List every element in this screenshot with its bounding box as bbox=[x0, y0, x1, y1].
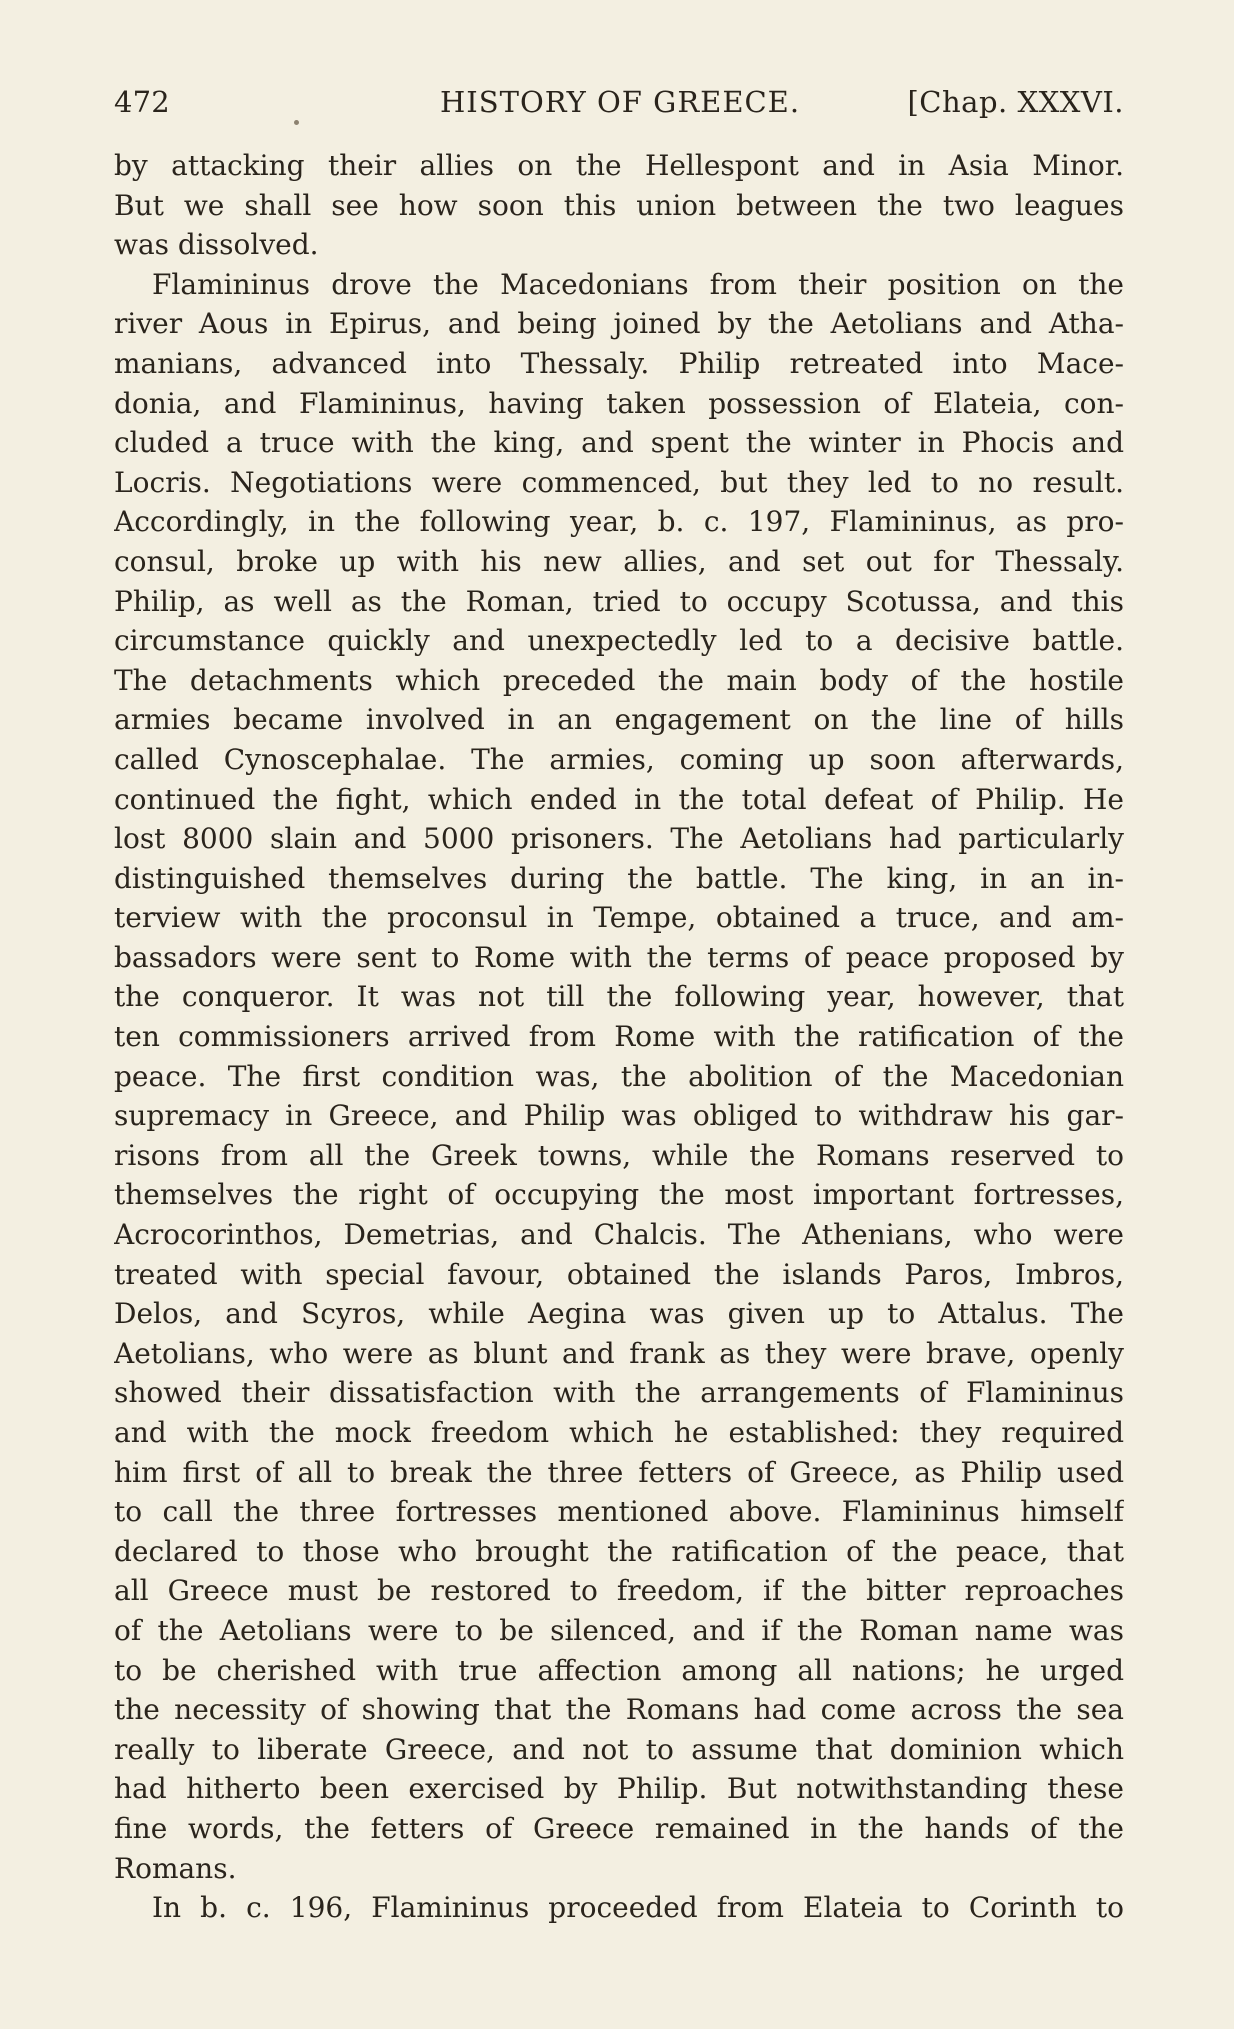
text-line: But we shall see how soon this union between the two leagues bbox=[114, 188, 1124, 222]
text-line: was dissolved. bbox=[114, 228, 319, 262]
text-line: all Greece must be restored to freedom, if the bitter reproaches bbox=[114, 1574, 1124, 1608]
text-line: terview with the proconsul in Tempe, obtained a truce, and am- bbox=[114, 901, 1124, 935]
text-line: The detachments which preceded the main body of the hostile bbox=[114, 663, 1124, 697]
text-line: Delos, and Scyros, while Aegina was given up to Attalus. The bbox=[114, 1297, 1124, 1331]
text-line: called Cynoscephalae. The armies, coming up soon afterwards, bbox=[114, 742, 1124, 776]
body-text bbox=[114, 146, 1124, 1928]
text-line: treated with special favour, obtained the islands Paros, Imbros, bbox=[114, 1257, 1124, 1291]
text-line: peace. The first condition was, the abolition of the Macedonian bbox=[114, 1059, 1124, 1093]
ink-speck bbox=[294, 120, 299, 125]
text-line: river Aous in Epirus, and being joined by the Aetolians and Atha- bbox=[114, 307, 1124, 341]
text-line: Locris. Negotiations were commenced, but they led to no result. bbox=[114, 465, 1124, 499]
text-line: risons from all the Greek towns, while the Romans reserved to bbox=[114, 1138, 1124, 1172]
text-line: the conqueror. It was not till the following year, however, that bbox=[114, 980, 1124, 1014]
text-line: showed their dissatisfaction with the arrangements of Flamininus bbox=[114, 1376, 1124, 1410]
text-line: continued the fight, which ended in the total defeat of Philip. He bbox=[114, 782, 1124, 816]
text-line: donia, and Flamininus, having taken possession of Elateia, con- bbox=[114, 386, 1124, 420]
text-line: distinguished themselves during the battle. The king, in an in- bbox=[114, 861, 1124, 895]
text-line: In b. c. 196, Flamininus proceeded from Elateia to Corinth to bbox=[152, 1891, 1124, 1925]
text-line: to be cherished with true affection among all nations; he urged bbox=[114, 1653, 1124, 1687]
text-line: Romans. bbox=[114, 1851, 237, 1885]
text-line: declared to those who brought the ratification of the peace, that bbox=[114, 1534, 1124, 1568]
text-line: lost 8000 slain and 5000 prisoners. The Aetolians had particularly bbox=[114, 822, 1124, 856]
text-line: Acrocorinthos, Demetrias, and Chalcis. The Athenians, who were bbox=[114, 1218, 1124, 1252]
text-line: Philip, as well as the Roman, tried to occupy Scotussa, and this bbox=[114, 584, 1124, 618]
text-line: cluded a truce with the king, and spent the winter in Phocis and bbox=[114, 426, 1124, 460]
text-line: themselves the right of occupying the most important fortresses, bbox=[114, 1178, 1124, 1212]
text-line: to call the three fortresses mentioned above. Flamininus himself bbox=[114, 1495, 1124, 1529]
running-title: HISTORY OF GREECE. bbox=[440, 85, 801, 119]
text-line: armies became involved in an engagement on the line of hills bbox=[114, 703, 1124, 737]
text-line: ten commissioners arrived from Rome with the ratification of the bbox=[114, 1020, 1124, 1054]
text-line: had hitherto been exercised by Philip. But notwithstanding these bbox=[114, 1772, 1124, 1806]
text-line: supremacy in Greece, and Philip was obliged to withdraw his gar- bbox=[114, 1099, 1124, 1133]
text-line: him first of all to break the three fetters of Greece, as Philip used bbox=[114, 1455, 1124, 1489]
page-header bbox=[114, 82, 1124, 122]
text-line: circumstance quickly and unexpectedly led to a decisive battle. bbox=[114, 624, 1124, 658]
text-line: really to liberate Greece, and not to assume that dominion which bbox=[114, 1732, 1124, 1766]
text-line: Flamininus drove the Macedonians from their position on the bbox=[152, 267, 1124, 301]
text-line: of the Aetolians were to be silenced, and if the Roman name was bbox=[114, 1613, 1124, 1647]
text-line: consul, broke up with his new allies, and set out for Thessaly. bbox=[114, 544, 1124, 578]
text-line: and with the mock freedom which he established: they required bbox=[114, 1416, 1124, 1449]
chapter-reference: [Chap. XXXVI. bbox=[907, 85, 1124, 119]
text-line: manians, advanced into Thessaly. Philip retreated into Mace- bbox=[114, 346, 1124, 380]
text-line: fine words, the fetters of Greece remained in the hands of the bbox=[114, 1811, 1124, 1845]
text-line: the necessity of showing that the Romans had come across the sea bbox=[114, 1693, 1124, 1727]
text-line: bassadors were sent to Rome with the terms of peace proposed by bbox=[114, 940, 1124, 974]
text-line: by attacking their allies on the Hellespont and in Asia Minor. bbox=[114, 149, 1124, 182]
text-line: Aetolians, who were as blunt and frank as they were brave, openly bbox=[114, 1336, 1124, 1370]
page-number: 472 bbox=[114, 85, 170, 119]
text-line: Accordingly, in the following year, b. c. 197, Flamininus, as pro- bbox=[114, 505, 1124, 539]
